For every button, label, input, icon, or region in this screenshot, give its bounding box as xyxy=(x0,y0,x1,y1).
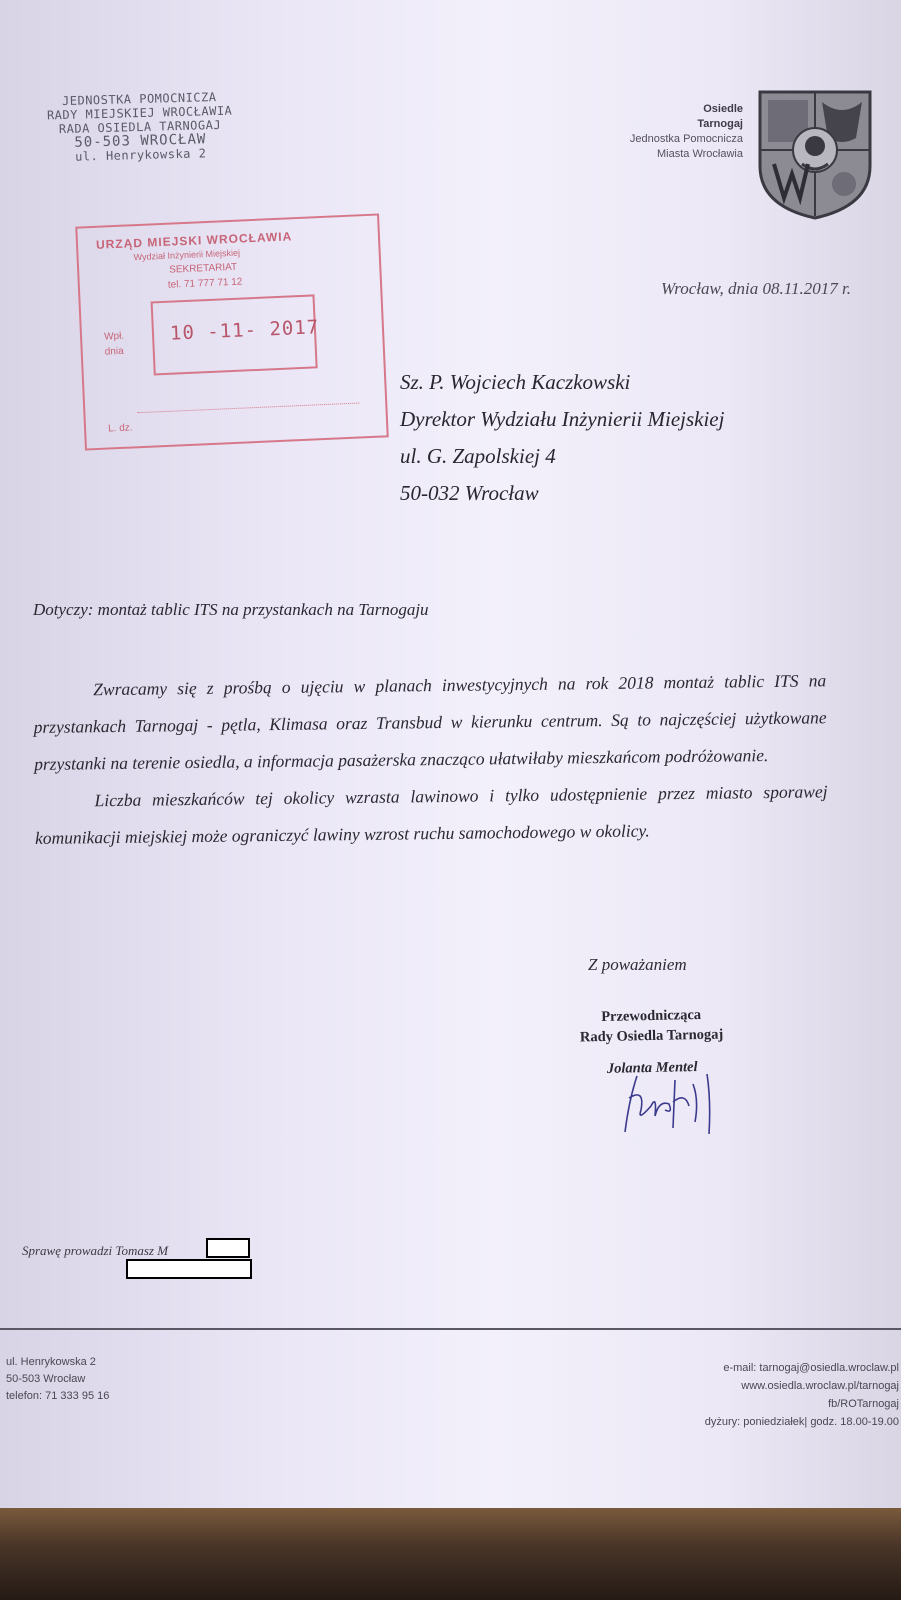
addressee-city: 50-032 Wrocław xyxy=(400,481,539,505)
footer-phone: telefon: 71 333 95 16 xyxy=(6,1390,110,1402)
signature-title-1: Przewodnicząca xyxy=(601,1006,702,1026)
body-paragraph-2: Liczba mieszkańców tej okolicy wzrasta lawinowo i tylko udostępnienie przez miasto sporawej komunikacji miejskiej może ograniczyć lawiny wzrost ruchu samochodowego w okolicy. xyxy=(34,781,828,848)
footer-email: e-mail: tarnogaj@osiedla.wroclaw.pl xyxy=(723,1362,899,1374)
addressee-position: Dyrektor Wydziału Inżynierii Miejskiej xyxy=(400,407,725,431)
registry-stamp-label-wpl: Wpł. xyxy=(103,330,125,343)
redaction-box xyxy=(126,1259,252,1279)
subject-line: Dotyczy: montaż tablic ITS na przystankach na Tarnogaju xyxy=(33,600,429,619)
sender-stamp-line3: RADA OSIEDLA TARNOGAJ xyxy=(58,117,222,137)
addressee-block xyxy=(400,364,724,512)
redaction-box xyxy=(206,1238,250,1258)
registry-stamp-label-dnia: dnia xyxy=(104,345,124,358)
closing-phrase: Z poważaniem xyxy=(588,955,687,974)
sender-stamp-line1: JEDNOSTKA POMOCNICZA xyxy=(61,89,217,109)
letter-body xyxy=(33,662,828,857)
letterhead-line3: Jednostka Pomocnicza xyxy=(629,133,743,145)
letterhead-line1: Osiedle xyxy=(703,103,743,115)
sender-stamp-line5: ul. Henrykowska 2 xyxy=(74,146,207,164)
body-paragraph-1: Zwracamy się z prośbą o ujęciu w planach inwestycyjnych na rok 2018 montaż tablic ITS na przystankach Tarnogaj - pętla, Klimasa oraz Transbud w kierunku centrum. Są to najczęściej użytkowane przystanki na terenie osiedla, a informacja pasażerska znacząco ułatwiłaby mieszkańcom podróżowanie. xyxy=(33,670,827,774)
registry-stamp-ldz: L. dz. xyxy=(107,422,133,435)
registry-stamp-received-label xyxy=(104,329,125,360)
footer-address-line2: 50-503 Wrocław xyxy=(6,1373,86,1385)
addressee-name: Sz. P. Wojciech Kaczkowski xyxy=(400,370,631,394)
footer-address-line1: ul. Henrykowska 2 xyxy=(6,1356,96,1368)
registry-stamp-office: URZĄD MIEJSKI WROCŁAWIA xyxy=(95,229,293,252)
registry-stamp xyxy=(75,213,388,450)
sender-stamp-line4: 50-503 WROCŁAW xyxy=(74,131,207,151)
letterhead-line2: Tarnogaj xyxy=(697,118,743,130)
registry-stamp-unit: SEKRETARIAT xyxy=(169,261,238,276)
sender-stamp-line2: RADY MIEJSKIEJ WROCŁAWIA xyxy=(46,103,233,123)
sender-stamp xyxy=(19,89,261,165)
footer-fb: fb/ROTarnogaj xyxy=(828,1398,899,1410)
handled-by: Sprawę prowadzi Tomasz M xyxy=(22,1243,169,1258)
signatory-name: Jolanta Mentel xyxy=(606,1059,698,1077)
signature-title-2: Rady Osiedla Tarnogaj xyxy=(579,1026,724,1046)
registry-stamp-phone: tel. 71 777 71 12 xyxy=(167,276,243,291)
registry-stamp-dotted-line xyxy=(137,403,359,414)
footer-address xyxy=(6,1354,109,1405)
footer-divider xyxy=(0,1328,901,1330)
signature-stamp xyxy=(579,1005,724,1080)
registry-stamp-date: 10 -11- 2017 xyxy=(169,316,320,345)
letterhead-line4: Miasta Wrocławia xyxy=(657,148,743,160)
place-date: Wrocław, dnia 08.11.2017 r. xyxy=(661,279,851,298)
background-surface xyxy=(0,1508,901,1600)
footer-contact xyxy=(705,1359,899,1431)
footer-web: www.osiedla.wroclaw.pl/tarnogaj xyxy=(741,1380,899,1392)
registry-stamp-department: Wydział Inżynierii Miejskiej xyxy=(133,247,241,263)
letterhead xyxy=(630,102,743,162)
footer-hours: dyżury: poniedziałek| godz. 18.00-19.00 xyxy=(704,1416,899,1428)
coat-of-arms-icon xyxy=(756,88,874,222)
addressee-street: ul. G. Zapolskiej 4 xyxy=(400,444,556,468)
handwritten-signature-icon xyxy=(615,1070,735,1140)
